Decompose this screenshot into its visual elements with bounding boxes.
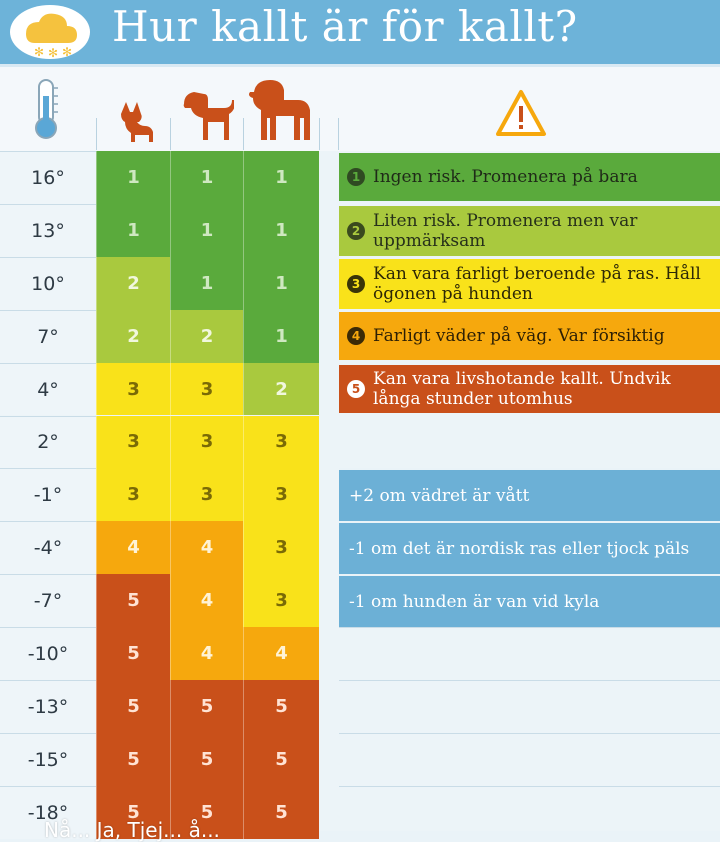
risk-cell-medium-dog: 1 [170, 257, 243, 310]
temperature-label: -1° [0, 468, 96, 521]
risk-cell-small-dog: 3 [96, 363, 170, 416]
footer-caption: Nå... Ja, Tjej... å... [44, 818, 220, 842]
legend-level-5 [339, 365, 720, 413]
thermometer-icon [28, 78, 64, 140]
temperature-label: -7° [0, 574, 96, 627]
legend-number: 1 [347, 168, 365, 186]
small-dog-icon [115, 100, 155, 142]
legend-number: 2 [347, 222, 365, 240]
modifier-note: -1 om hunden är van vid kyla [339, 574, 720, 627]
column-divider [243, 118, 244, 150]
column-divider [170, 118, 171, 150]
column-divider [338, 118, 339, 150]
risk-cell-small-dog: 5 [96, 680, 170, 733]
risk-cell-large-dog: 1 [243, 151, 319, 204]
risk-cell-large-dog: 2 [243, 363, 319, 416]
temperature-label: -15° [0, 733, 96, 786]
risk-cell-large-dog: 5 [243, 680, 319, 733]
risk-cell-small-dog: 2 [96, 310, 170, 363]
risk-cell-large-dog: 3 [243, 521, 319, 574]
svg-text:✻: ✻ [48, 46, 59, 60]
legend-text: Ingen risk. Promenera på bara [373, 167, 638, 187]
legend-level-4 [339, 312, 720, 360]
risk-cell-medium-dog: 5 [170, 786, 243, 839]
temperature-label: 10° [0, 257, 96, 310]
legend-text: Kan vara livshotande kallt. Undvik långa stunder utomhus [373, 369, 671, 409]
medium-dog-icon [180, 86, 234, 142]
risk-cell-medium-dog: 2 [170, 310, 243, 363]
legend-text: Farligt väder på väg. Var försiktig [373, 326, 665, 346]
legend-number: 3 [347, 275, 365, 293]
risk-cell-large-dog: 5 [243, 733, 319, 786]
risk-cell-medium-dog: 3 [170, 468, 243, 521]
risk-cell-medium-dog: 3 [170, 363, 243, 416]
risk-cell-large-dog: 1 [243, 204, 319, 257]
legend-number: 5 [347, 380, 365, 398]
column-divider [96, 118, 97, 150]
risk-cell-large-dog: 1 [243, 257, 319, 310]
column-divider [319, 118, 320, 150]
risk-cell-small-dog: 5 [96, 786, 170, 839]
page-title: Hur kallt är för kallt? [112, 2, 578, 51]
risk-cell-small-dog: 5 [96, 627, 170, 680]
risk-cell-medium-dog: 4 [170, 627, 243, 680]
risk-cell-medium-dog: 5 [170, 680, 243, 733]
empty-row [339, 733, 720, 787]
snow-cloud-icon [8, 4, 92, 60]
temperature-label: -18° [0, 786, 96, 839]
header-banner [0, 0, 720, 67]
legend-level-2 [339, 206, 720, 256]
svg-text:✻: ✻ [62, 45, 73, 59]
temperature-label: -4° [0, 521, 96, 574]
legend-number: 4 [347, 327, 365, 345]
risk-cell-small-dog: 5 [96, 733, 170, 786]
legend-text: Liten risk. Promenera men var uppmärksam [373, 211, 638, 251]
risk-cell-large-dog: 1 [243, 310, 319, 363]
legend-text: Kan vara farligt beroende på ras. Håll ögonen på hunden [373, 264, 701, 304]
icon-header-row [0, 67, 720, 151]
svg-text:✻: ✻ [34, 45, 45, 59]
temperature-label: -10° [0, 627, 96, 680]
warning-icon [494, 88, 548, 138]
risk-cell-large-dog: 3 [243, 416, 319, 469]
large-dog-icon [248, 78, 314, 142]
legend-level-3 [339, 259, 720, 309]
temperature-label: 2° [0, 416, 96, 469]
legend-level-1 [339, 153, 720, 201]
modifier-note: -1 om det är nordisk ras eller tjock päls [339, 521, 720, 574]
risk-cell-medium-dog: 1 [170, 151, 243, 204]
risk-cell-small-dog: 5 [96, 574, 170, 627]
risk-cell-small-dog: 3 [96, 416, 170, 469]
temperature-label: 4° [0, 363, 96, 416]
risk-cell-small-dog: 1 [96, 204, 170, 257]
risk-cell-small-dog: 2 [96, 257, 170, 310]
risk-cell-large-dog: 5 [243, 786, 319, 839]
empty-row [339, 786, 720, 840]
temperature-label: 13° [0, 204, 96, 257]
risk-cell-large-dog: 3 [243, 574, 319, 627]
risk-cell-medium-dog: 1 [170, 204, 243, 257]
temperature-label: 7° [0, 310, 96, 363]
risk-cell-medium-dog: 3 [170, 416, 243, 469]
risk-cell-medium-dog: 5 [170, 733, 243, 786]
risk-cell-medium-dog: 4 [170, 574, 243, 627]
modifier-note: +2 om vädret är vått [339, 468, 720, 521]
risk-cell-medium-dog: 4 [170, 521, 243, 574]
risk-cell-small-dog: 4 [96, 521, 170, 574]
risk-cell-small-dog: 3 [96, 468, 170, 521]
temperature-label: 16° [0, 151, 96, 204]
empty-row [339, 680, 720, 734]
temperature-label: -13° [0, 680, 96, 733]
risk-cell-small-dog: 1 [96, 151, 170, 204]
risk-cell-large-dog: 4 [243, 627, 319, 680]
empty-row [339, 627, 720, 681]
risk-cell-large-dog: 3 [243, 468, 319, 521]
